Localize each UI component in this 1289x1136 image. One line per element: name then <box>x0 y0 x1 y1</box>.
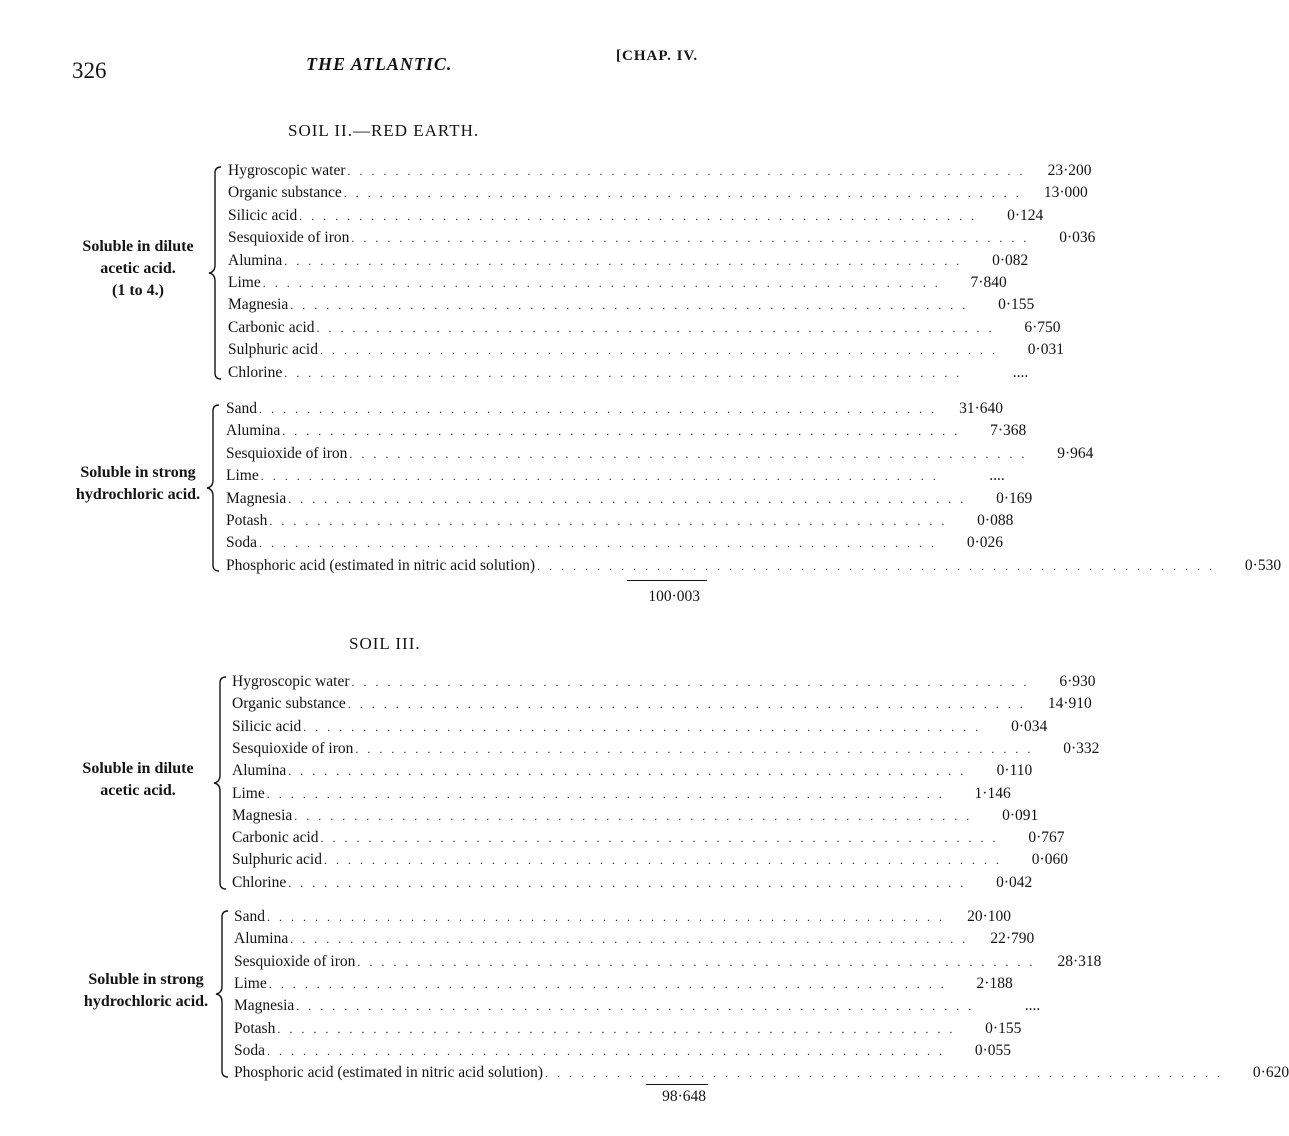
table-row <box>226 486 1033 508</box>
row-value: 0·530 <box>1244 556 1282 574</box>
row-name: Sulphuric acid <box>232 851 322 869</box>
label-line: hydrochloric acid. <box>83 993 209 1010</box>
table-row <box>234 1016 1022 1038</box>
row-name: Magnesia <box>228 296 289 314</box>
row-name: Potash <box>234 1019 276 1037</box>
row-value: 0·060 <box>1031 851 1068 869</box>
table-row <box>234 949 1102 971</box>
soil-2-total: 100·003 <box>648 588 700 605</box>
row-value: 20·100 <box>967 908 1011 925</box>
row-name: Silicic acid <box>232 717 302 735</box>
table-row <box>232 781 1011 803</box>
table-row <box>228 337 1064 359</box>
row-value: 6·930 <box>1059 673 1096 690</box>
table-row <box>232 691 1092 713</box>
leader-dots: . . . . . . . . . . . . . . . . . . . . . . . . . . . . . . . . . . . . . . . . . . . . . . . . . . . . . . . . . <box>288 491 967 506</box>
row-value: 0·155 <box>998 296 1035 314</box>
soil-3-group-2-rows <box>234 904 1289 1084</box>
table-row <box>232 870 1033 892</box>
table-row <box>226 463 1005 485</box>
row-value: 14·910 <box>1047 695 1092 713</box>
row-value: 28·318 <box>1057 952 1102 970</box>
row-value: 1·146 <box>974 784 1011 802</box>
row-name: Silicic acid <box>228 206 298 224</box>
soil-3-group-2-label <box>70 969 222 1013</box>
table-row <box>226 553 1282 575</box>
table-row <box>226 441 1094 463</box>
row-value: 0·169 <box>996 489 1033 507</box>
leader-dots: . . . . . . . . . . . . . . . . . . . . . . . . . . . . . . . . . . . . . . . . . . . . . . . . . . . . . . . . . <box>351 231 1030 246</box>
chapter-marker: [CHAP. IV. <box>616 48 699 64</box>
row-name: Sesquioxide of iron <box>234 952 356 970</box>
row-value: 0·124 <box>1007 206 1044 224</box>
soil-2-group-1-label <box>64 236 212 302</box>
label-line: Soluble in dilute <box>82 238 194 255</box>
soil-2-group-1-rows <box>228 158 1096 382</box>
table-row <box>232 847 1068 869</box>
leader-dots: . . . . . . . . . . . . . . . . . . . . . . . . . . . . . . . . . . . . . . . . . . . . . . . . . . . . . . . . . <box>260 469 939 484</box>
row-value: 7·840 <box>970 274 1007 291</box>
row-value: 0·110 <box>996 762 1033 780</box>
row-name: Sand <box>226 400 257 417</box>
row-name: Sulphuric acid <box>228 341 318 359</box>
row-name: Sesquioxide of iron <box>232 739 354 757</box>
soil-3-title: SOIL III. <box>349 634 421 653</box>
row-name: Lime <box>234 974 267 992</box>
label-line: Soluble in dilute <box>82 760 194 777</box>
row-name: Alumina <box>232 762 287 780</box>
table-row <box>232 803 1039 825</box>
table-row <box>226 418 1027 440</box>
leader-dots: . . . . . . . . . . . . . . . . . . . . . . . . . . . . . . . . . . . . . . . . . . . . . . . . . . . . . . . . . <box>537 558 1216 573</box>
row-value: 0·031 <box>1027 341 1064 359</box>
leader-dots: . . . . . . . . . . . . . . . . . . . . . . . . . . . . . . . . . . . . . . . . . . . . . . . . . . . . . . . . . <box>269 514 948 528</box>
table-row <box>234 1060 1289 1082</box>
row-name: Phosphoric acid (estimated in nitric acid solution) <box>226 556 536 574</box>
row-name: Sand <box>234 908 265 925</box>
table-row <box>228 158 1092 180</box>
leader-dots: . . . . . . . . . . . . . . . . . . . . . . . . . . . . . . . . . . . . . . . . . . . . . . . . . . . . . . . . . <box>355 741 1034 756</box>
leader-dots: . . . . . . . . . . . . . . . . . . . . . . . . . . . . . . . . . . . . . . . . . . . . . . . . . . . . . . . . . <box>296 999 975 1014</box>
row-name: Alumina <box>226 422 281 440</box>
label-line: (1 to 4.) <box>112 282 164 299</box>
table-row <box>228 315 1061 337</box>
leader-dots: . . . . . . . . . . . . . . . . . . . . . . . . . . . . . . . . . . . . . . . . . . . . . . . . . . . . . . . . . <box>319 343 998 358</box>
table-row <box>234 904 1011 926</box>
row-name: Chlorine <box>228 363 283 381</box>
row-name: Potash <box>226 512 268 529</box>
row-value: 0·055 <box>974 1041 1011 1059</box>
leader-dots: . . . . . . . . . . . . . . . . . . . . . . . . . . . . . . . . . . . . . . . . . . . . . . . . . . . . . . . . . <box>284 365 963 380</box>
table-row <box>232 825 1065 847</box>
row-value: 0·091 <box>1002 806 1039 824</box>
row-value: 0·034 <box>1011 717 1048 735</box>
soil-2-group-1-brace <box>207 166 223 380</box>
running-title: THE ATLANTIC. <box>306 54 453 74</box>
row-name: Hygroscopic water <box>232 673 350 690</box>
row-value: 6·750 <box>1024 318 1061 336</box>
label-line: hydrochloric acid. <box>75 486 201 503</box>
row-value: .... <box>1012 363 1029 381</box>
table-row <box>228 292 1035 314</box>
table-row <box>232 669 1096 691</box>
table-row <box>232 714 1048 736</box>
leader-dots: . . . . . . . . . . . . . . . . . . . . . . . . . . . . . . . . . . . . . . . . . . . . . . . . . . . . . . . . . <box>290 932 969 947</box>
row-value: 31·640 <box>959 400 1003 417</box>
leader-dots: . . . . . . . . . . . . . . . . . . . . . . . . . . . . . . . . . . . . . . . . . . . . . . . . . . . . . . . . . <box>320 831 999 846</box>
row-value: 0·767 <box>1028 829 1065 847</box>
row-name: Sesquioxide of iron <box>228 229 350 247</box>
row-name: Lime <box>226 467 259 485</box>
table-row <box>226 530 1003 552</box>
soil-2-title: SOIL II.—RED EARTH. <box>288 121 480 140</box>
row-name: Alumina <box>228 251 283 269</box>
label-line: Soluble in strong <box>80 464 196 481</box>
soil-3-group-2-brace <box>214 910 230 1078</box>
table-row <box>234 993 1041 1015</box>
row-name: Magnesia <box>234 997 295 1015</box>
leader-dots: . . . . . . . . . . . . . . . . . . . . . . . . . . . . . . . . . . . . . . . . . . . . . . . . . . . . . . . . . <box>288 875 967 890</box>
table-row <box>234 971 1013 993</box>
leader-dots: . . . . . . . . . . . . . . . . . . . . . . . . . . . . . . . . . . . . . . . . . . . . . . . . . . . . . . . . . <box>323 853 1002 868</box>
soil-3-total: 98·648 <box>662 1088 706 1105</box>
row-name: Soda <box>234 1041 265 1059</box>
leader-dots: . . . . . . . . . . . . . . . . . . . . . . . . . . . . . . . . . . . . . . . . . . . . . . . . . . . . . . . . . <box>545 1066 1224 1081</box>
label-line: acetic acid. <box>100 782 176 799</box>
soil-3-group-1-rows <box>232 669 1100 893</box>
leader-dots: . . . . . . . . . . . . . . . . . . . . . . . . . . . . . . . . . . . . . . . . . . . . . . . . . . . . . . . . . <box>259 402 937 416</box>
row-name: Chlorine <box>232 873 287 891</box>
table-row <box>228 180 1088 202</box>
table-row <box>228 203 1044 225</box>
row-name: Hygroscopic water <box>228 162 346 179</box>
leader-dots: . . . . . . . . . . . . . . . . . . . . . . . . . . . . . . . . . . . . . . . . . . . . . . . . . . . . . . . . . <box>349 446 1028 461</box>
table-row <box>226 396 1003 418</box>
leader-dots: . . . . . . . . . . . . . . . . . . . . . . . . . . . . . . . . . . . . . . . . . . . . . . . . . . . . . . . . . <box>267 910 945 924</box>
row-value: 0·155 <box>985 1019 1022 1037</box>
leader-dots: . . . . . . . . . . . . . . . . . . . . . . . . . . . . . . . . . . . . . . . . . . . . . . . . . . . . . . . . . <box>284 253 963 268</box>
leader-dots: . . . . . . . . . . . . . . . . . . . . . . . . . . . . . . . . . . . . . . . . . . . . . . . . . . . . . . . . . <box>343 186 1022 201</box>
row-value: 0·088 <box>977 512 1014 529</box>
soil-3-group-1-brace <box>212 676 228 890</box>
leader-dots: . . . . . . . . . . . . . . . . . . . . . . . . . . . . . . . . . . . . . . . . . . . . . . . . . . . . . . . . . <box>262 276 941 290</box>
row-name: Alumina <box>234 930 289 948</box>
soil-2-group-2-brace <box>205 404 221 572</box>
row-name: Carbonic acid <box>232 829 319 847</box>
total-rule <box>646 1084 708 1085</box>
row-value: 0·026 <box>966 534 1003 552</box>
leader-dots: . . . . . . . . . . . . . . . . . . . . . . . . . . . . . . . . . . . . . . . . . . . . . . . . . . . . . . . . . <box>282 424 961 439</box>
soil-3-group-1-label <box>64 758 212 802</box>
row-value: 0·620 <box>1252 1064 1289 1082</box>
leader-dots: . . . . . . . . . . . . . . . . . . . . . . . . . . . . . . . . . . . . . . . . . . . . . . . . . . . . . . . . . <box>357 954 1036 969</box>
row-value: 2·188 <box>976 974 1013 992</box>
leader-dots: . . . . . . . . . . . . . . . . . . . . . . . . . . . . . . . . . . . . . . . . . . . . . . . . . . . . . . . . . <box>347 697 1026 712</box>
leader-dots: . . . . . . . . . . . . . . . . . . . . . . . . . . . . . . . . . . . . . . . . . . . . . . . . . . . . . . . . . <box>294 808 973 823</box>
leader-dots: . . . . . . . . . . . . . . . . . . . . . . . . . . . . . . . . . . . . . . . . . . . . . . . . . . . . . . . . . <box>277 1021 956 1036</box>
row-name: Organic substance <box>228 184 342 202</box>
row-value: 0·082 <box>992 251 1029 269</box>
table-row <box>234 1038 1011 1060</box>
table-row <box>232 736 1100 758</box>
table-row <box>232 758 1033 780</box>
label-line: acetic acid. <box>100 260 176 277</box>
row-value: 23·200 <box>1047 162 1092 179</box>
row-name: Magnesia <box>232 806 293 824</box>
leader-dots: . . . . . . . . . . . . . . . . . . . . . . . . . . . . . . . . . . . . . . . . . . . . . . . . . . . . . . . . . <box>299 208 978 223</box>
row-name: Lime <box>228 274 261 291</box>
row-value: 13·000 <box>1043 184 1088 202</box>
row-name: Magnesia <box>226 489 287 507</box>
leader-dots: . . . . . . . . . . . . . . . . . . . . . . . . . . . . . . . . . . . . . . . . . . . . . . . . . . . . . . . . . <box>259 536 937 551</box>
row-name: Organic substance <box>232 695 346 713</box>
table-row <box>234 926 1035 948</box>
row-value: 7·368 <box>990 422 1027 440</box>
leader-dots: . . . . . . . . . . . . . . . . . . . . . . . . . . . . . . . . . . . . . . . . . . . . . . . . . . . . . . . . . <box>303 719 982 734</box>
leader-dots: . . . . . . . . . . . . . . . . . . . . . . . . . . . . . . . . . . . . . . . . . . . . . . . . . . . . . . . . . <box>268 976 947 991</box>
leader-dots: . . . . . . . . . . . . . . . . . . . . . . . . . . . . . . . . . . . . . . . . . . . . . . . . . . . . . . . . . <box>266 786 945 801</box>
leader-dots: . . . . . . . . . . . . . . . . . . . . . . . . . . . . . . . . . . . . . . . . . . . . . . . . . . . . . . . . . <box>347 164 1026 178</box>
row-name: Lime <box>232 784 265 802</box>
row-value: .... <box>1024 997 1041 1015</box>
table-row <box>226 508 1014 530</box>
leader-dots: . . . . . . . . . . . . . . . . . . . . . . . . . . . . . . . . . . . . . . . . . . . . . . . . . . . . . . . . . <box>267 1043 945 1058</box>
row-name: Soda <box>226 534 257 552</box>
leader-dots: . . . . . . . . . . . . . . . . . . . . . . . . . . . . . . . . . . . . . . . . . . . . . . . . . . . . . . . . . <box>351 675 1030 689</box>
row-value: 0·332 <box>1063 739 1100 757</box>
row-value: .... <box>989 467 1005 485</box>
table-row <box>228 270 1007 292</box>
leader-dots: . . . . . . . . . . . . . . . . . . . . . . . . . . . . . . . . . . . . . . . . . . . . . . . . . . . . . . . . . <box>316 320 995 335</box>
row-value: 22·790 <box>990 930 1035 948</box>
table-row <box>228 248 1029 270</box>
leader-dots: . . . . . . . . . . . . . . . . . . . . . . . . . . . . . . . . . . . . . . . . . . . . . . . . . . . . . . . . . <box>288 764 967 779</box>
row-value: 9·964 <box>1057 444 1094 462</box>
row-name: Carbonic acid <box>228 318 315 336</box>
leader-dots: . . . . . . . . . . . . . . . . . . . . . . . . . . . . . . . . . . . . . . . . . . . . . . . . . . . . . . . . . <box>290 298 969 313</box>
page-number: 326 <box>72 58 107 83</box>
soil-2-group-2-rows <box>226 396 1282 576</box>
soil-2-group-2-label <box>62 462 214 506</box>
row-value: 0·042 <box>996 873 1033 891</box>
row-name: Phosphoric acid (estimated in nitric acid solution) <box>234 1064 544 1082</box>
row-value: 0·036 <box>1059 229 1096 247</box>
table-row <box>228 225 1096 247</box>
total-rule <box>627 580 707 581</box>
label-line: Soluble in strong <box>88 971 204 988</box>
row-name: Sesquioxide of iron <box>226 444 348 462</box>
table-row <box>228 360 1029 382</box>
